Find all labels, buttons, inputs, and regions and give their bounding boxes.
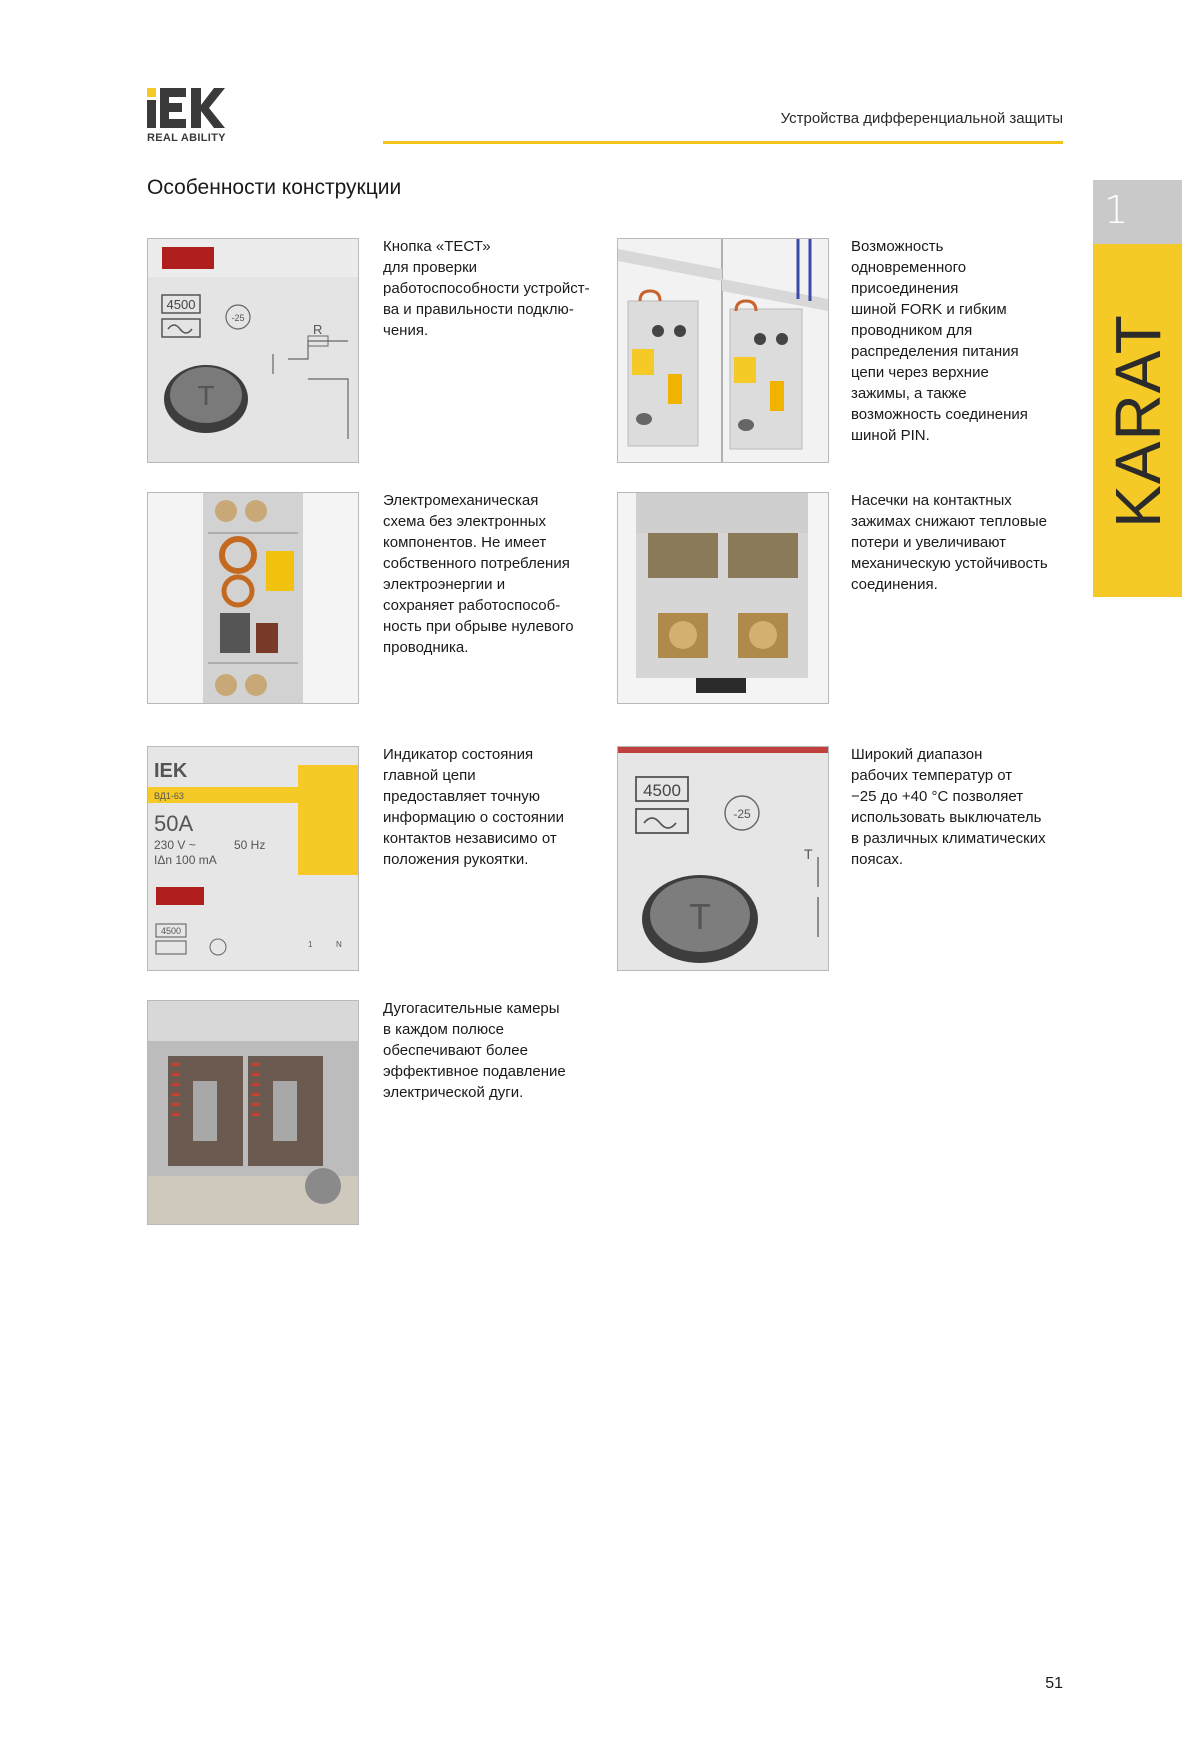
- test-letter-large: T: [689, 896, 711, 937]
- feature-electromechanical-text: Электромеханическая схема без электронных компонентов. Не имеет собственного потребления электроэнергии и сохраняет работоспособ- ность при обрыве нулевого проводника.: [383, 492, 574, 656]
- chapter-number-tab: [1093, 180, 1182, 244]
- header-title: Устройства дифференциальной защиты: [780, 110, 1063, 127]
- header-divider: [383, 141, 1063, 144]
- temp-large-label: -25: [733, 807, 751, 821]
- temperature-range-photo: [617, 746, 829, 971]
- test-symbol-label: T: [804, 846, 813, 862]
- feature-test-button-text: Кнопка «ТЕСТ» для проверки работоспособности устройст- ва и правильности подклю- чения.: [383, 238, 590, 339]
- resistor-label: R: [313, 322, 323, 337]
- fork-bus-photo: [617, 238, 829, 463]
- current-label: 50A: [154, 811, 194, 836]
- series-tab: [1093, 244, 1182, 597]
- arc-chambers-photo: [147, 1000, 359, 1225]
- feature-notched-terminals-text: Насечки на контактных зажимах снижают тепловые потери и увеличивают механическую устойчивость соединения.: [851, 492, 1048, 593]
- series-name: KARAT: [1101, 313, 1174, 528]
- model-label: ВД1-63: [154, 791, 184, 801]
- feature-arc-chambers-text: Дугогасительные камеры в каждом полюсе обеспечивают более эффективное подавление электрической дуги.: [383, 1000, 566, 1101]
- feature-temperature-range-text: Широкий диапазон рабочих температур от −25 до +40 °С позволяет использовать выключатель в различных климатических поясах.: [851, 746, 1046, 868]
- status-indicator-photo: [147, 746, 359, 971]
- test-letter: T: [197, 380, 215, 411]
- page-number: 51: [1045, 1675, 1063, 1692]
- rating-small-label: 4500: [160, 926, 182, 936]
- brand-label: IEK: [154, 760, 188, 782]
- rating-large-label: 4500: [643, 781, 681, 800]
- notched-terminals-photo: [617, 492, 829, 704]
- test-button-photo: [147, 238, 359, 463]
- frequency-label: 50 Hz: [234, 838, 266, 852]
- feature-fork-bus-text: Возможность одновременного присоединения шиной FORK и гибким проводником для распределения питания цепи через верхние зажимы, а также возможность соединения шиной PIN.: [851, 238, 1028, 444]
- iek-logo-mark: [147, 88, 225, 128]
- temp-label: -25: [231, 313, 245, 323]
- electromechanical-circuit-photo: [147, 492, 359, 704]
- terminal-1-label: 1: [308, 940, 313, 949]
- iek-logo: [147, 88, 237, 144]
- terminal-n-label: N: [336, 940, 342, 949]
- logo-tagline: REAL ABILITY: [147, 132, 226, 144]
- rating-label: 4500: [166, 297, 196, 312]
- feature-status-indicator-text: Индикатор состояния главной цепи предоставляет точную информацию о состоянии контактов независимо от положения рукоятки.: [383, 746, 564, 868]
- residual-label: IΔn 100 mA: [154, 853, 217, 867]
- voltage-label: 230 V ~: [154, 838, 196, 852]
- section-title: Особенности конструкции: [147, 176, 402, 199]
- chapter-number: 1: [1104, 188, 1129, 232]
